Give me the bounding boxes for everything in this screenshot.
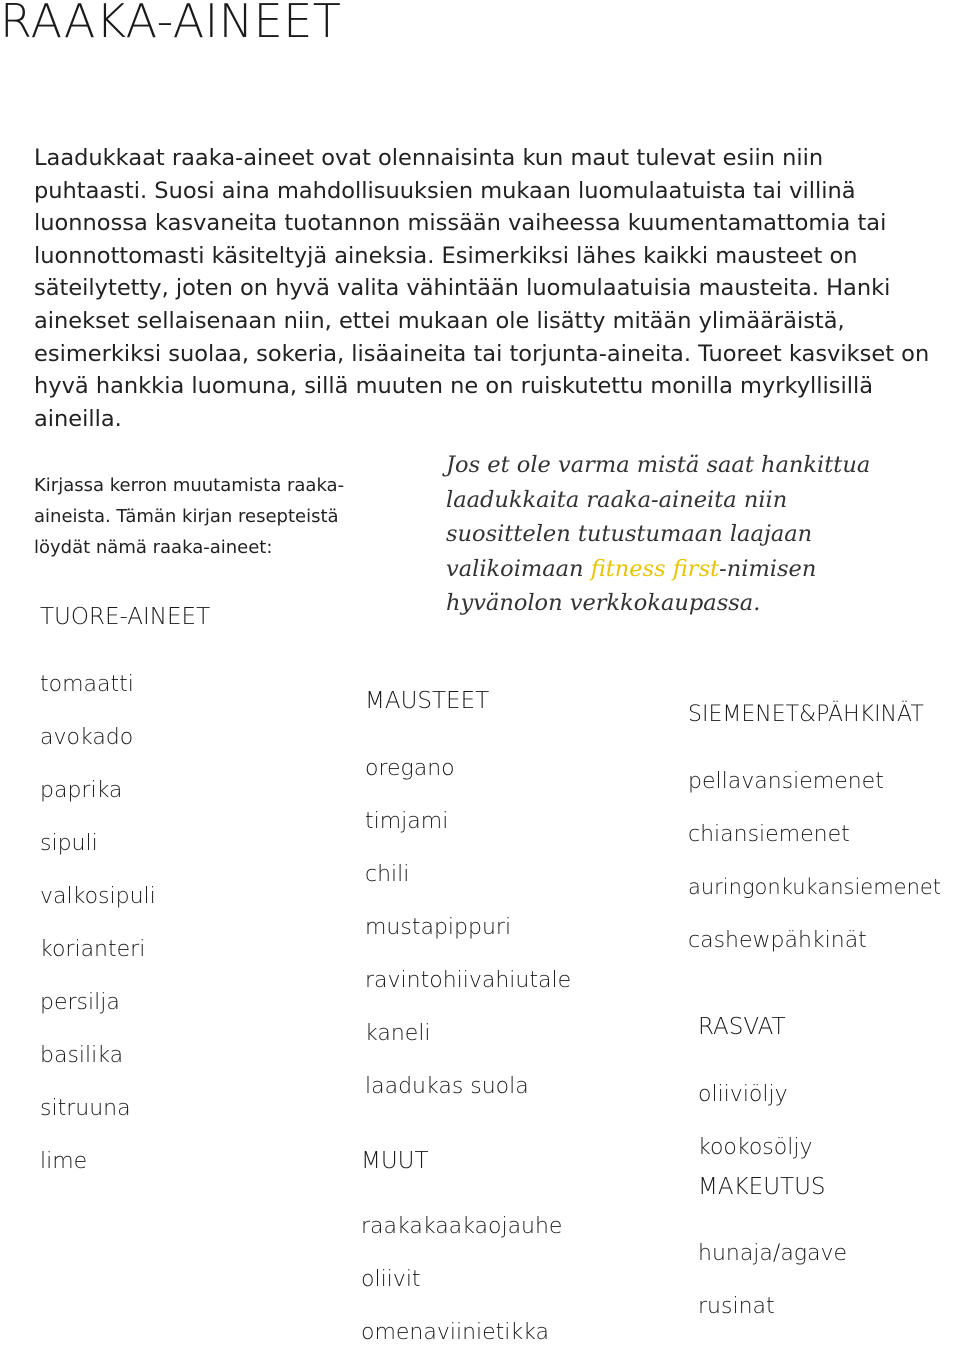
list-item: oregano bbox=[365, 756, 455, 781]
page-title: RAAKA-AINEET bbox=[0, 0, 342, 48]
list-item: sitruuna bbox=[40, 1096, 131, 1121]
tip-line: Jos et ole varma mistä saat hankittua bbox=[446, 452, 871, 478]
list-item: hunaja/agave bbox=[698, 1241, 848, 1266]
intro-line: luonnossa kasvaneita tuotannon missään vaiheessa kuumentamattomia tai bbox=[34, 210, 887, 237]
shop-tip bbox=[446, 448, 946, 621]
list-item: mustapippuri bbox=[365, 915, 512, 940]
intro-line: Laadukkaat raaka-aineet ovat olennaisinta kun maut tulevat esiin niin bbox=[34, 145, 824, 171]
list-item: raakakaakaojauhe bbox=[361, 1214, 563, 1239]
list-item: auringonkukansiemenet bbox=[688, 875, 942, 899]
list-item: ravintohiivahiutale bbox=[365, 968, 572, 993]
tip-text: valikoimaan bbox=[446, 555, 591, 582]
list-item: timjami bbox=[365, 809, 449, 834]
intro-line: aineilla. bbox=[34, 405, 122, 432]
list-title-siemenet: SIEMENET&PÄHKINÄT bbox=[688, 702, 924, 727]
tip-line: hyvänolon verkkokaupassa. bbox=[446, 590, 761, 616]
note-line: aineista. Tämän kirjan resepteistä bbox=[34, 506, 339, 527]
list-title-tuore: TUORE-AINEET bbox=[40, 604, 211, 630]
list-item: cashewpähkinät bbox=[688, 928, 867, 953]
list-item: pellavansiemenet bbox=[688, 769, 884, 794]
list-makeutus bbox=[698, 1227, 847, 1333]
intro-line: esimerkiksi suolaa, sokeria, lisäaineita tai torjunta-aineita. Tuoreet kasvikset on bbox=[34, 340, 930, 367]
list-item: basilika bbox=[40, 1043, 124, 1068]
intro-line: puhtaasti. Suosi aina mahdollisuuksien mukaan luomulaatuista tai villinä bbox=[34, 177, 856, 204]
list-item: chili bbox=[365, 862, 410, 887]
list-item: omenaviinietikka bbox=[361, 1320, 549, 1345]
list-title-muut: MUUT bbox=[361, 1148, 429, 1174]
book-note bbox=[34, 470, 364, 563]
intro-line: ainekset sellaisenaan niin, ettei mukaan ole lisätty mitään ylimääräistä, bbox=[34, 307, 845, 334]
intro-line: säteilytetty, joten on hyvä valita vähintään luomulaatuisia mausteita. Hanki bbox=[34, 275, 891, 302]
note-line: Kirjassa kerron muutamista raaka- bbox=[34, 475, 345, 496]
list-item: paprika bbox=[40, 778, 123, 803]
list-item: avokado bbox=[40, 725, 134, 750]
list-item: persilja bbox=[40, 990, 120, 1015]
list-item: korianteri bbox=[40, 937, 146, 962]
list-item: chiansiemenet bbox=[688, 822, 850, 847]
list-mausteet bbox=[365, 742, 571, 1113]
list-rasvat bbox=[698, 1068, 812, 1174]
list-item: oliivit bbox=[361, 1267, 421, 1292]
list-siemenet bbox=[688, 755, 941, 967]
list-item: kaneli bbox=[365, 1021, 431, 1046]
list-title-makeutus: MAKEUTUS bbox=[698, 1174, 826, 1200]
list-item: laadukas suola bbox=[365, 1074, 529, 1099]
list-item: lime bbox=[40, 1149, 88, 1174]
tip-line: suosittelen tutustumaan laajaan bbox=[446, 521, 813, 547]
intro-line: hyvä hankkia luomuna, sillä muuten ne on ruiskutettu monilla myrkyllisillä bbox=[34, 373, 874, 400]
list-title-mausteet: MAUSTEET bbox=[365, 688, 490, 714]
list-muut bbox=[361, 1200, 562, 1359]
tip-line bbox=[446, 552, 946, 587]
tip-line: laadukkaita raaka-aineita niin bbox=[446, 486, 788, 513]
tip-text: -nimisen bbox=[719, 555, 817, 582]
note-line: löydät nämä raaka-aineet: bbox=[34, 537, 273, 558]
list-item: sipuli bbox=[40, 831, 98, 856]
list-item: kookosöljy bbox=[698, 1135, 813, 1160]
list-item: rusinat bbox=[698, 1294, 775, 1319]
fitness-first-highlight: fitness first bbox=[590, 555, 720, 582]
list-title-rasvat: RASVAT bbox=[698, 1014, 786, 1040]
list-item: valkosipuli bbox=[40, 884, 156, 909]
list-tuore bbox=[40, 658, 156, 1188]
intro-line: luonnottomasti käsiteltyjä aineksia. Esimerkiksi lähes kaikki mausteet on bbox=[34, 242, 858, 269]
list-item: oliiviöljy bbox=[698, 1082, 788, 1107]
intro-paragraph bbox=[34, 142, 930, 435]
list-item: tomaatti bbox=[40, 672, 134, 697]
